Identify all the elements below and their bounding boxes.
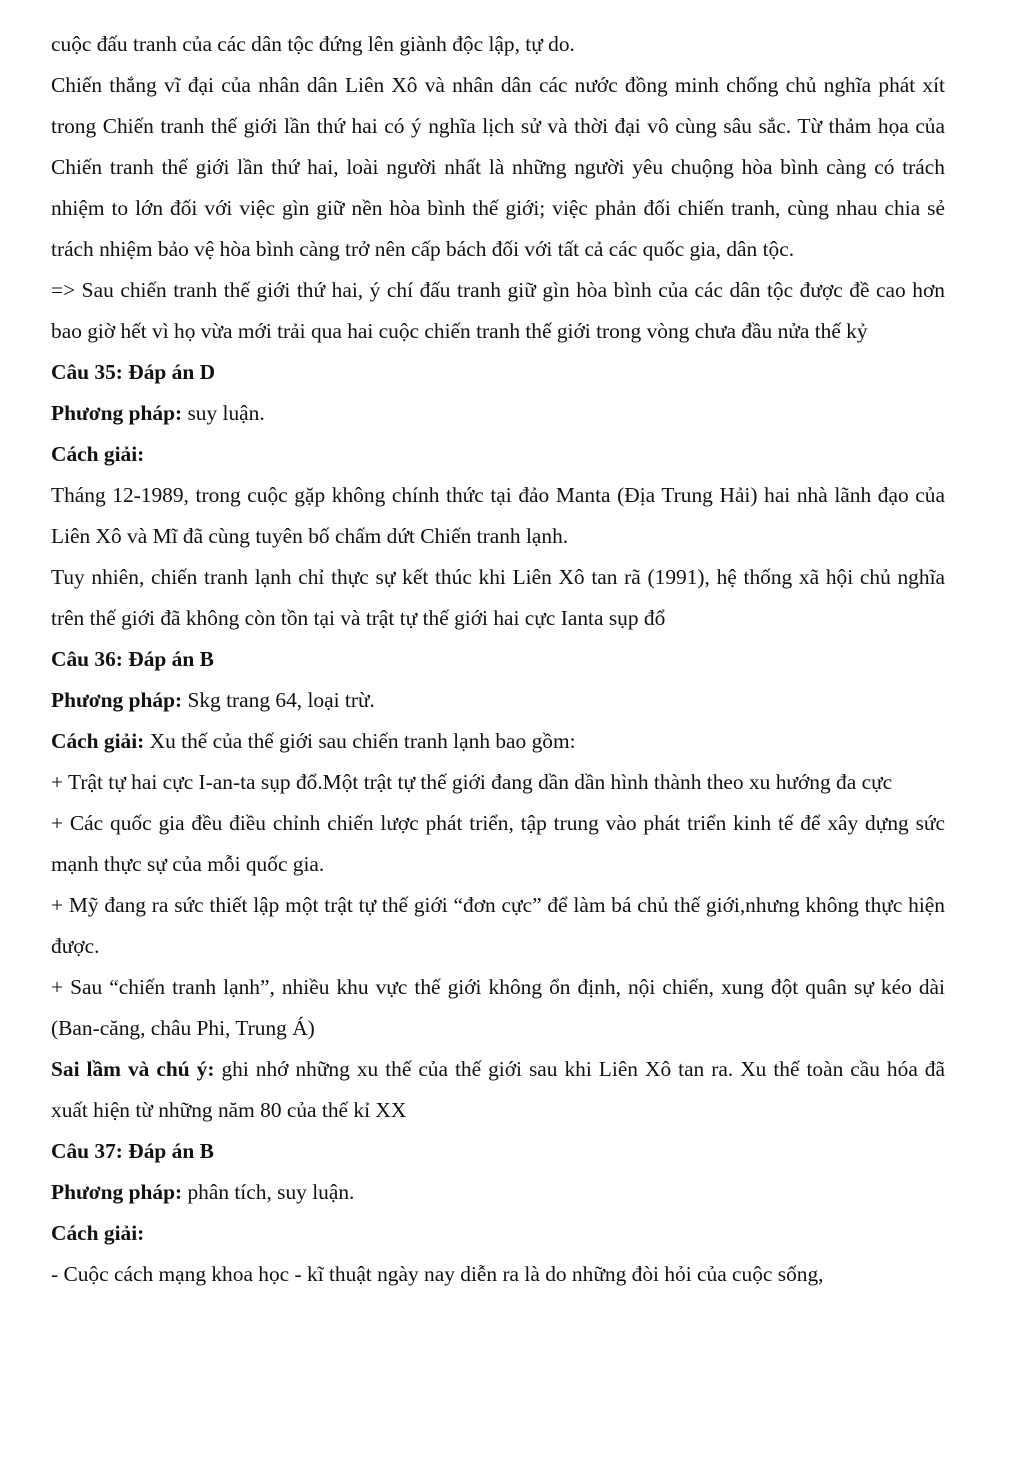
intro-conclusion-paragraph: => Sau chiến tranh thế giới thứ hai, ý chí đấu tranh giữ gìn hòa bình của các dân tộc được đề cao hơn bao giờ hết vì họ vừa mới trải qua hai cuộc chiến tranh thế giới trong vòng chưa đầu nửa thế kỷ (51, 278, 945, 343)
q36-bullet-4: + Sau “chiến tranh lạnh”, nhiều khu vực thế giới không ổn định, nội chiến, xung đột quân sự kéo dài (Ban-căng, châu Phi, Trung Á) (51, 975, 945, 1040)
q35-method-text: suy luận. (182, 401, 265, 425)
q36-heading: Câu 36: Đáp án B (51, 647, 214, 671)
q36-bullet-3: + Mỹ đang ra sức thiết lập một trật tự thế giới “đơn cực” để làm bá chủ thế giới,nhưng không thực hiện được. (51, 893, 945, 958)
q37-method-label: Phương pháp: (51, 1180, 183, 1204)
q36-bullet-1: + Trật tự hai cực I-an-ta sụp đổ.Một trật tự thế giới đang dần dần hình thành theo xu hướng đa cực (51, 770, 893, 794)
q36-solution-text: Xu thế của thế giới sau chiến tranh lạnh bao gồm: (144, 729, 576, 753)
q36-note (51, 1049, 945, 1131)
q36-method (51, 680, 945, 721)
q37-method (51, 1172, 945, 1213)
q37-solution-label: Cách giải: (51, 1221, 145, 1245)
q36-note-label: Sai lầm và chú ý: (51, 1057, 215, 1081)
intro-paragraph: Chiến thắng vĩ đại của nhân dân Liên Xô và nhân dân các nước đồng minh chống chủ nghĩa phát xít trong Chiến tranh thế giới lần thứ hai có ý nghĩa lịch sử và thời đại vô cùng sâu sắc. Từ thảm họa của Chiến tranh thế giới lần thứ hai, loài người nhất là những người yêu chuộng hòa bình càng có trách nhiệm to lớn đối với việc gìn giữ nền hòa bình thế giới; việc phản đối chiến tranh, cùng nhau chia sẻ trách nhiệm bảo vệ hòa bình càng trở nên cấp bách đối với tất cả các quốc gia, dân tộc. (51, 73, 945, 261)
q37-solution-paragraph-1: - Cuộc cách mạng khoa học - kĩ thuật ngày nay diễn ra là do những đòi hỏi của cuộc sống, (51, 1262, 824, 1286)
q36-note-text: ghi nhớ những xu thế của thế giới sau khi Liên Xô tan ra. Xu thế toàn cầu hóa đã xuất hiện từ những năm 80 của thế kỉ XX (51, 1057, 945, 1122)
q36-method-text: Skg trang 64, loại trừ. (182, 688, 375, 712)
q35-solution-paragraph-1: Tháng 12-1989, trong cuộc gặp không chính thức tại đảo Manta (Địa Trung Hải) hai nhà lãnh đạo của Liên Xô và Mĩ đã cùng tuyên bố chấm dứt Chiến tranh lạnh. (51, 483, 945, 548)
q35-heading: Câu 35: Đáp án D (51, 360, 216, 384)
q36-method-label: Phương pháp: (51, 688, 183, 712)
q36-bullet-2: + Các quốc gia đều điều chỉnh chiến lược phát triển, tập trung vào phát triển kinh tế để xây dựng sức mạnh thực sự của mỗi quốc gia. (51, 811, 945, 876)
q36-solution-label: Cách giải: (51, 729, 145, 753)
intro-tail-paragraph: cuộc đấu tranh của các dân tộc đứng lên giành độc lập, tự do. (51, 32, 575, 56)
q35-solution-label: Cách giải: (51, 442, 145, 466)
q36-solution (51, 721, 945, 762)
q35-solution-paragraph-2: Tuy nhiên, chiến tranh lạnh chỉ thực sự kết thúc khi Liên Xô tan rã (1991), hệ thống xã hội chủ nghĩa trên thế giới đã không còn tồn tại và trật tự thế giới hai cực Ianta sụp đổ (51, 565, 945, 630)
q37-heading: Câu 37: Đáp án B (51, 1139, 214, 1163)
document-page (51, 24, 945, 1295)
q35-method-label: Phương pháp: (51, 401, 183, 425)
q37-method-text: phân tích, suy luận. (182, 1180, 355, 1204)
q35-method (51, 393, 945, 434)
